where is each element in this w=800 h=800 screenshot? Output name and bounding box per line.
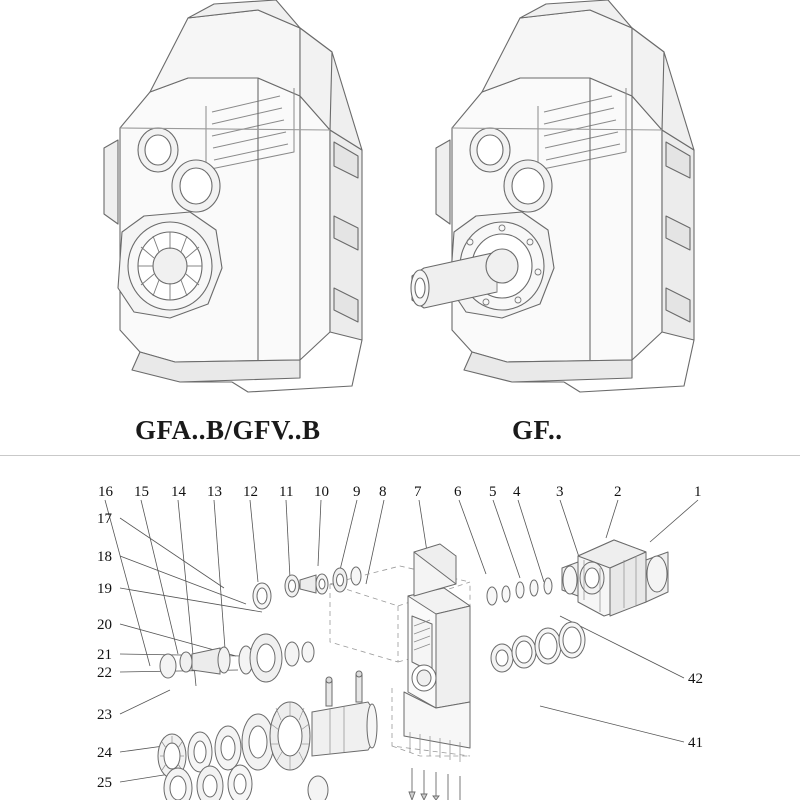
housing-body: [404, 544, 470, 762]
caption-gfa-gfv: GFA..B/GFV..B: [135, 415, 321, 445]
callout-2: 2: [614, 484, 622, 500]
small-parts-upper: [253, 567, 361, 609]
callout-21: 21: [97, 647, 112, 663]
callout-18: 18: [97, 549, 112, 565]
callout-11: 11: [279, 484, 294, 500]
callout-24: 24: [97, 745, 112, 761]
callout-8: 8: [379, 484, 387, 500]
callout-12: 12: [243, 484, 258, 500]
callout-5: 5: [489, 484, 497, 500]
motor-adapter: [562, 540, 668, 616]
callout-15: 15: [134, 484, 149, 500]
callout-9: 9: [353, 484, 361, 500]
callout-20: 20: [97, 617, 112, 633]
callout-41: 41: [688, 735, 703, 751]
fasteners-bottom: [409, 768, 460, 800]
shaft-assembly-2: [158, 671, 377, 778]
gearbox-right: [411, 0, 694, 392]
exploded-assembly-drawing: [0, 456, 800, 800]
callout-19: 19: [97, 581, 112, 597]
gearbox-left: [104, 0, 362, 392]
callout-1: 1: [694, 484, 702, 500]
callout-13: 13: [207, 484, 222, 500]
caption-gf: GF..: [512, 415, 563, 445]
callout-4: 4: [513, 484, 521, 500]
small-parts-lower-left: [164, 765, 328, 800]
callout-23: 23: [97, 707, 112, 723]
callout-42: 42: [688, 671, 703, 687]
callout-7: 7: [414, 484, 422, 500]
exploded-parts-view: [0, 456, 800, 800]
callout-14: 14: [171, 484, 186, 500]
callout-25: 25: [97, 775, 112, 791]
callout-22: 22: [97, 665, 112, 681]
callout-3: 3: [556, 484, 564, 500]
callout-17: 17: [97, 511, 112, 527]
callout-16: 16: [98, 484, 113, 500]
callout-10: 10: [314, 484, 329, 500]
callout-6: 6: [454, 484, 462, 500]
